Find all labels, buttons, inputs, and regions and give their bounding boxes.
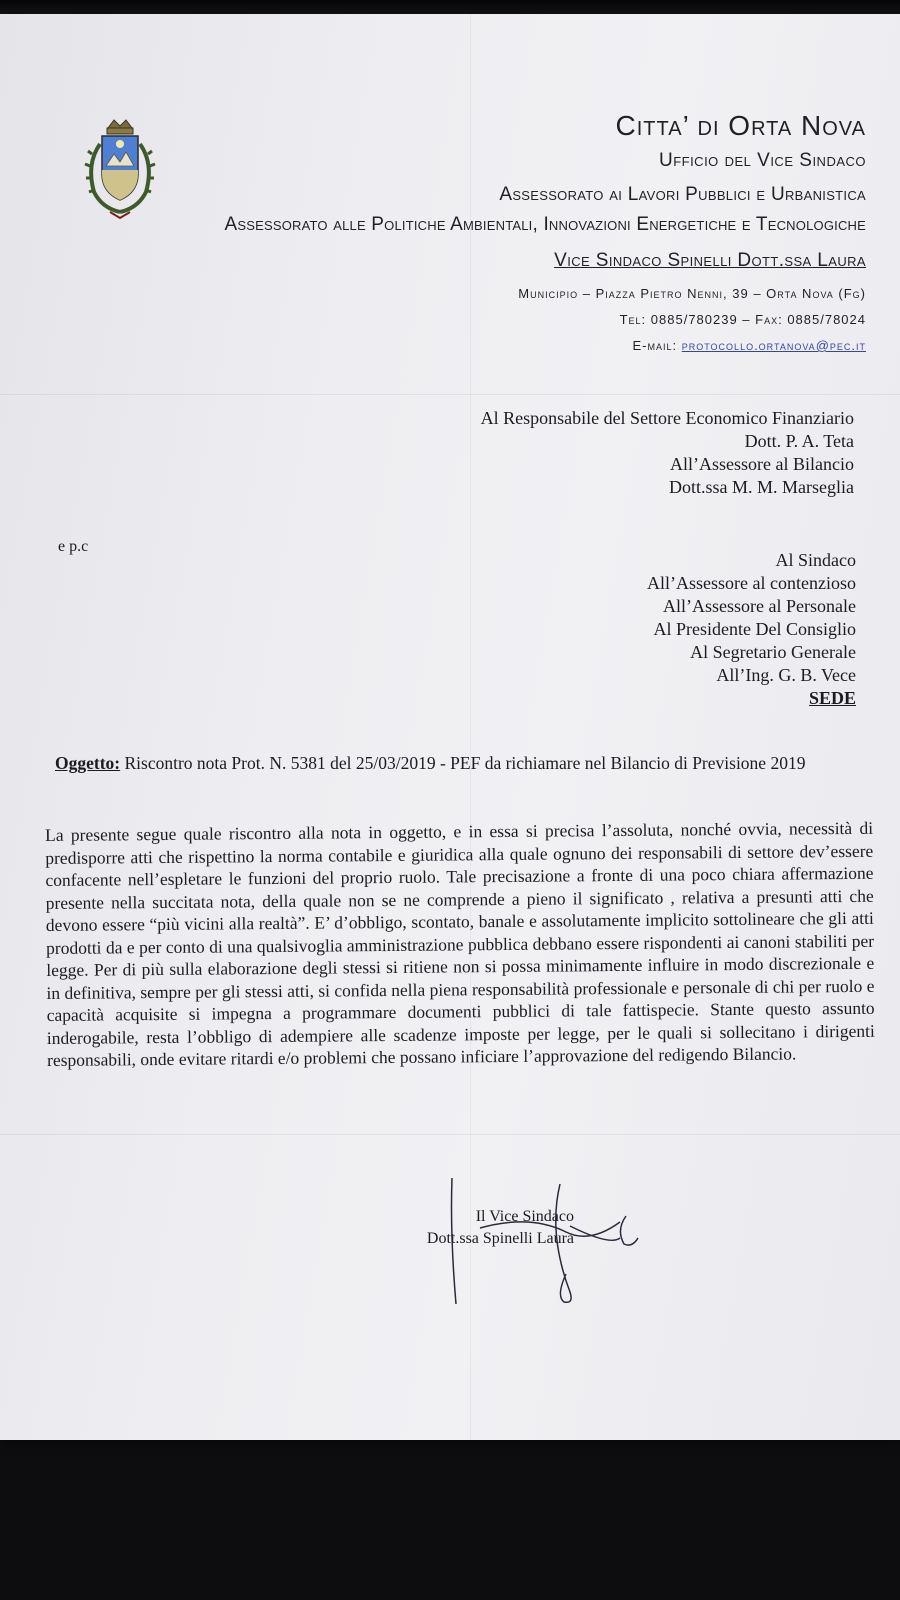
signature-role: Il Vice Sindaco — [475, 1208, 574, 1225]
cc-recipient-line: Al Sindaco — [775, 550, 856, 570]
subject-line — [55, 752, 875, 774]
cc-recipient-line: Al Presidente Del Consiglio — [653, 619, 856, 639]
cc-recipient-line: All’Assessore al contenzioso — [647, 573, 856, 593]
recipient-line: Al Responsabile del Settore Economico Finanziario — [480, 408, 854, 428]
cc-recipient-line: All’Assessore al Personale — [663, 596, 856, 616]
recipients-block — [481, 407, 854, 499]
subject-text: Riscontro nota Prot. N. 5381 del 25/03/2019 - PEF da richiamare nel Bilancio di Previsione 2019 — [120, 753, 806, 773]
cc-recipients-block — [647, 549, 856, 710]
vice-sindaco-name: Vice Sindaco Spinelli Dott.ssa Laura — [554, 250, 866, 271]
cc-recipient-line: Al Segretario Generale — [690, 642, 856, 662]
letter-page — [0, 14, 900, 1440]
cc-recipient-line: All’Ing. G. B. Vece — [716, 665, 856, 685]
paper-fold-line — [0, 394, 900, 395]
city-title: Citta’ di Orta Nova — [615, 110, 866, 141]
email-link[interactable]: protocollo.ortanova@pec.it — [681, 338, 866, 353]
coat-of-arms-icon — [80, 114, 160, 222]
paper-fold-line — [0, 1134, 900, 1135]
recipient-line: Dott.ssa M. M. Marseglia — [669, 477, 854, 497]
cc-label: e p.c — [58, 538, 89, 555]
assessorato-lavori-pubblici: Assessorato ai Lavori Pubblici e Urbanistica — [499, 184, 866, 205]
email-label: E-mail: — [632, 338, 682, 353]
municipio-address: Municipio – Piazza Pietro Nenni, 39 – Orta Nova (Fg) — [518, 286, 866, 301]
sede-label: SEDE — [808, 688, 856, 708]
office-name: Ufficio del Vice Sindaco — [658, 150, 866, 171]
email-line — [632, 338, 866, 353]
subject-label: Oggetto: — [55, 753, 121, 773]
recipient-line: All’Assessore al Bilancio — [670, 454, 854, 474]
handwritten-signature-icon — [420, 1174, 660, 1314]
assessorato-politiche-ambientali: Assessorato alle Politiche Ambientali, Innovazioni Energetiche e Tecnologiche — [224, 214, 866, 235]
recipient-line: Dott. P. A. Teta — [744, 431, 854, 451]
signature-name: Dott.ssa Spinelli Laura — [426, 1230, 574, 1247]
letter-body: La presente segue quale riscontro alla nota in oggetto, e in essa si precisa l’assoluta, nonché ovvia, necessità di predisporre atti che rispettino la norma contabile e giuridica alla quale ognuno dei responsabili di settore dev’essere confacente nell’espletare le funzioni del proprio ruolo. Tale precisazione a fronte di una poco chiara affermazione presente nella succitata nota, della quale non se ne comprende a pieno il significato , relativa a presunti atti che devono essere “più vicini alla realtà”. E’ d’obbligo, scontato, banale e assolutamente implicito sottolineare che gli atti prodotti da e per conto di una qualsivoglia amministrazione pubblica debbano essere rispondenti ai canoni stabiliti per legge. Per di più sulla elaborazione degli stessi si ritiene non si possa minimamente influire in modo discrezionale e in definitiva, sempre per gli stessi atti, si confida nella piena responsabilità professionale e personale di chi per ruolo e capacità acquisite si impegna a programmare documenti pubblici di tale fattispecie. Stante questo assunto inderogabile, resta l’obbligo di adempiere alle scadenze imposte per legge, per le quali si sollecitano i dirigenti responsabili, onde evitare ritardi e/o problemi che possano inficiare l’approvazione del redigendo Bilancio. — [45, 817, 875, 1070]
phone-fax: Tel: 0885/780239 – Fax: 0885/78024 — [619, 312, 866, 327]
